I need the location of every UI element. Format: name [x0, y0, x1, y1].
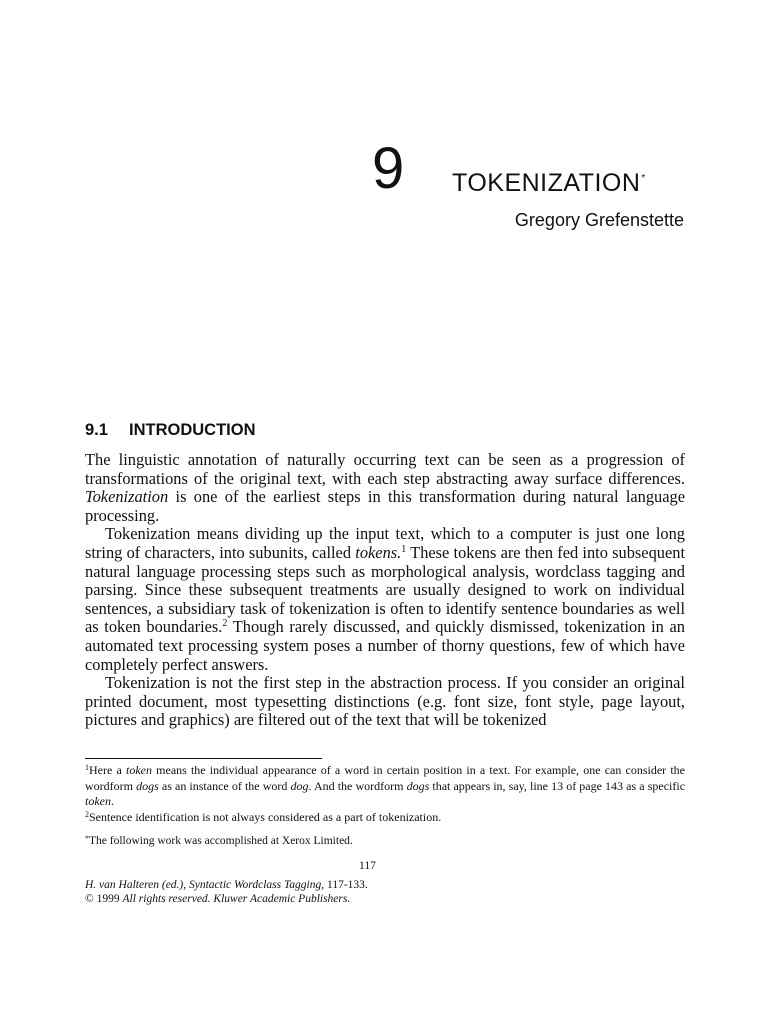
copyright-line [85, 894, 350, 906]
chapter-title-footnote-marker: * [641, 173, 646, 184]
page-number: 117 [359, 860, 376, 872]
footnote-ref-2: 2 [222, 618, 228, 630]
footnote-text: as an instance of the word [158, 778, 291, 793]
chapter-author: Gregory Grefenstette [514, 210, 684, 230]
footnote-text: that appears in, say, line 13 of page 143 as a specific [429, 778, 686, 793]
acknowledgement-note [85, 835, 353, 848]
footnote-ref-1: 1 [401, 543, 407, 555]
emphasis-text: token [125, 763, 152, 777]
paragraph-text: These tokens are then fed into subsequent natural language processing steps such as morphological analysis, wordclass tagging and parsing. Since these subsequent treatments are usually designed to work on individual sentences, a subsidiary task of tokenization is often to identify sentence boundaries as well as token boundaries. [85, 542, 685, 637]
emphasis-text: dogs [406, 778, 430, 793]
footnote-text: . And the wordform [308, 778, 407, 793]
copyright-text: All rights reserved. Kluwer Academic Publishers. [122, 893, 351, 905]
section-heading [85, 422, 256, 439]
footnote-text: . [111, 794, 114, 808]
section-title: INTRODUCTION [129, 421, 256, 439]
chapter-title-text: TOKENIZATION [452, 169, 641, 197]
chapter-title [452, 171, 646, 196]
emphasis-text: tokens. [355, 542, 402, 562]
source-pages: 117-133. [327, 879, 368, 891]
emphasis-text: dog [290, 778, 309, 793]
paragraph-text: Tokenization is not the first step in the abstraction process. If you consider an original printed document, most typesetting distinctions (e.g. font size, font style, page layout, pictures and graphics) are filtered out of the text that will be tokenized [85, 673, 685, 730]
footnote-marker: 1 [85, 763, 89, 772]
paragraph [85, 674, 685, 730]
footnotes [85, 763, 685, 825]
footnote-marker: * [85, 834, 89, 843]
emphasis-text: Tokenization [85, 487, 169, 507]
paragraph-text: is one of the earliest steps in this transformation during natural language processing. [85, 487, 685, 525]
copyright-year: © 1999 [85, 893, 123, 905]
source-text: H. van Halteren (ed.), Syntactic Wordclass Tagging, [85, 879, 328, 891]
paragraph-text: Tokenization means dividing up the input text, which to a computer is just one long string of characters, into subunits, called [85, 524, 685, 562]
footnote-divider [85, 758, 322, 759]
source-citation [85, 880, 368, 892]
footnote-2 [85, 810, 685, 826]
paragraph [85, 451, 685, 525]
paragraph-text: The linguistic annotation of naturally occurring text can be seen as a progression of transformations of the original text, with each step abstracting away surface differences. [85, 450, 685, 488]
footnote-text: Here a [89, 763, 126, 777]
footnote-text: means the individual appearance of a word in certain position in a text. For example, one can consider the wordform [85, 763, 686, 793]
paragraph [85, 525, 685, 674]
body-text [85, 451, 685, 730]
chapter-number: 9 [372, 136, 406, 201]
footnote-1 [85, 763, 685, 810]
footnote-text: Sentence identification is not always considered as a part of tokenization. [89, 809, 442, 824]
emphasis-text: token [85, 794, 111, 808]
section-number: 9.1 [85, 421, 108, 439]
emphasis-text: dogs [136, 778, 159, 793]
paragraph-text: Though rarely discussed, and quickly dismissed, tokenization in an automated text processing system poses a number of thorny questions, few of which have completely perfect answers. [85, 617, 685, 674]
footnote-marker: 2 [85, 809, 89, 819]
acknowledgement-text: The following work was accomplished at Xerox Limited. [89, 835, 353, 847]
